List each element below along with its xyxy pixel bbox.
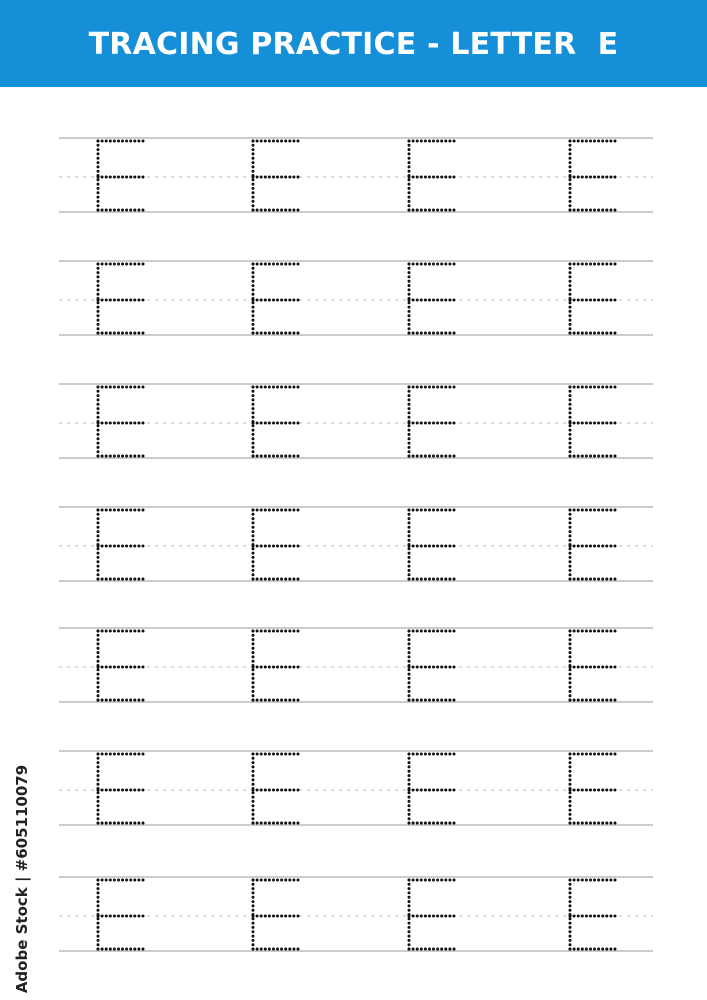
dotted-letter-e[interactable] (569, 140, 617, 212)
dotted-letter-e[interactable] (252, 140, 300, 212)
practice-row (59, 751, 653, 825)
dotted-letter-e[interactable] (408, 879, 456, 951)
dotted-letter-e[interactable] (408, 630, 456, 702)
dotted-letter-e[interactable] (569, 879, 617, 951)
practice-row (59, 138, 653, 212)
dotted-letter-e[interactable] (97, 140, 145, 212)
dotted-letter-e[interactable] (97, 879, 145, 951)
dotted-letter-e[interactable] (569, 263, 617, 335)
dotted-letter-e[interactable] (252, 263, 300, 335)
dotted-letter-e[interactable] (408, 386, 456, 458)
dotted-letter-e[interactable] (569, 386, 617, 458)
page-title: TRACING PRACTICE - LETTER E (88, 27, 619, 62)
stock-id-text: Adobe Stock | #605110079 (13, 764, 31, 994)
stock-watermark (9, 765, 35, 993)
dotted-letter-e[interactable] (408, 509, 456, 581)
dotted-letter-e[interactable] (408, 263, 456, 335)
practice-row (59, 261, 653, 335)
dotted-letter-e[interactable] (97, 753, 145, 825)
practice-row (59, 507, 653, 581)
dotted-letter-e[interactable] (252, 630, 300, 702)
dotted-letter-e[interactable] (569, 753, 617, 825)
dotted-letter-e[interactable] (252, 753, 300, 825)
dotted-letter-e[interactable] (569, 509, 617, 581)
practice-row (59, 628, 653, 702)
dotted-letter-e[interactable] (408, 140, 456, 212)
practice-row (59, 877, 653, 951)
practice-row (59, 384, 653, 458)
dotted-letter-e[interactable] (97, 509, 145, 581)
dotted-letter-e[interactable] (252, 509, 300, 581)
dotted-letter-e[interactable] (252, 879, 300, 951)
dotted-letter-e[interactable] (97, 386, 145, 458)
dotted-letter-e[interactable] (569, 630, 617, 702)
dotted-letter-e[interactable] (252, 386, 300, 458)
dotted-letter-e[interactable] (408, 753, 456, 825)
dotted-letter-e[interactable] (97, 630, 145, 702)
dotted-letter-e[interactable] (97, 263, 145, 335)
